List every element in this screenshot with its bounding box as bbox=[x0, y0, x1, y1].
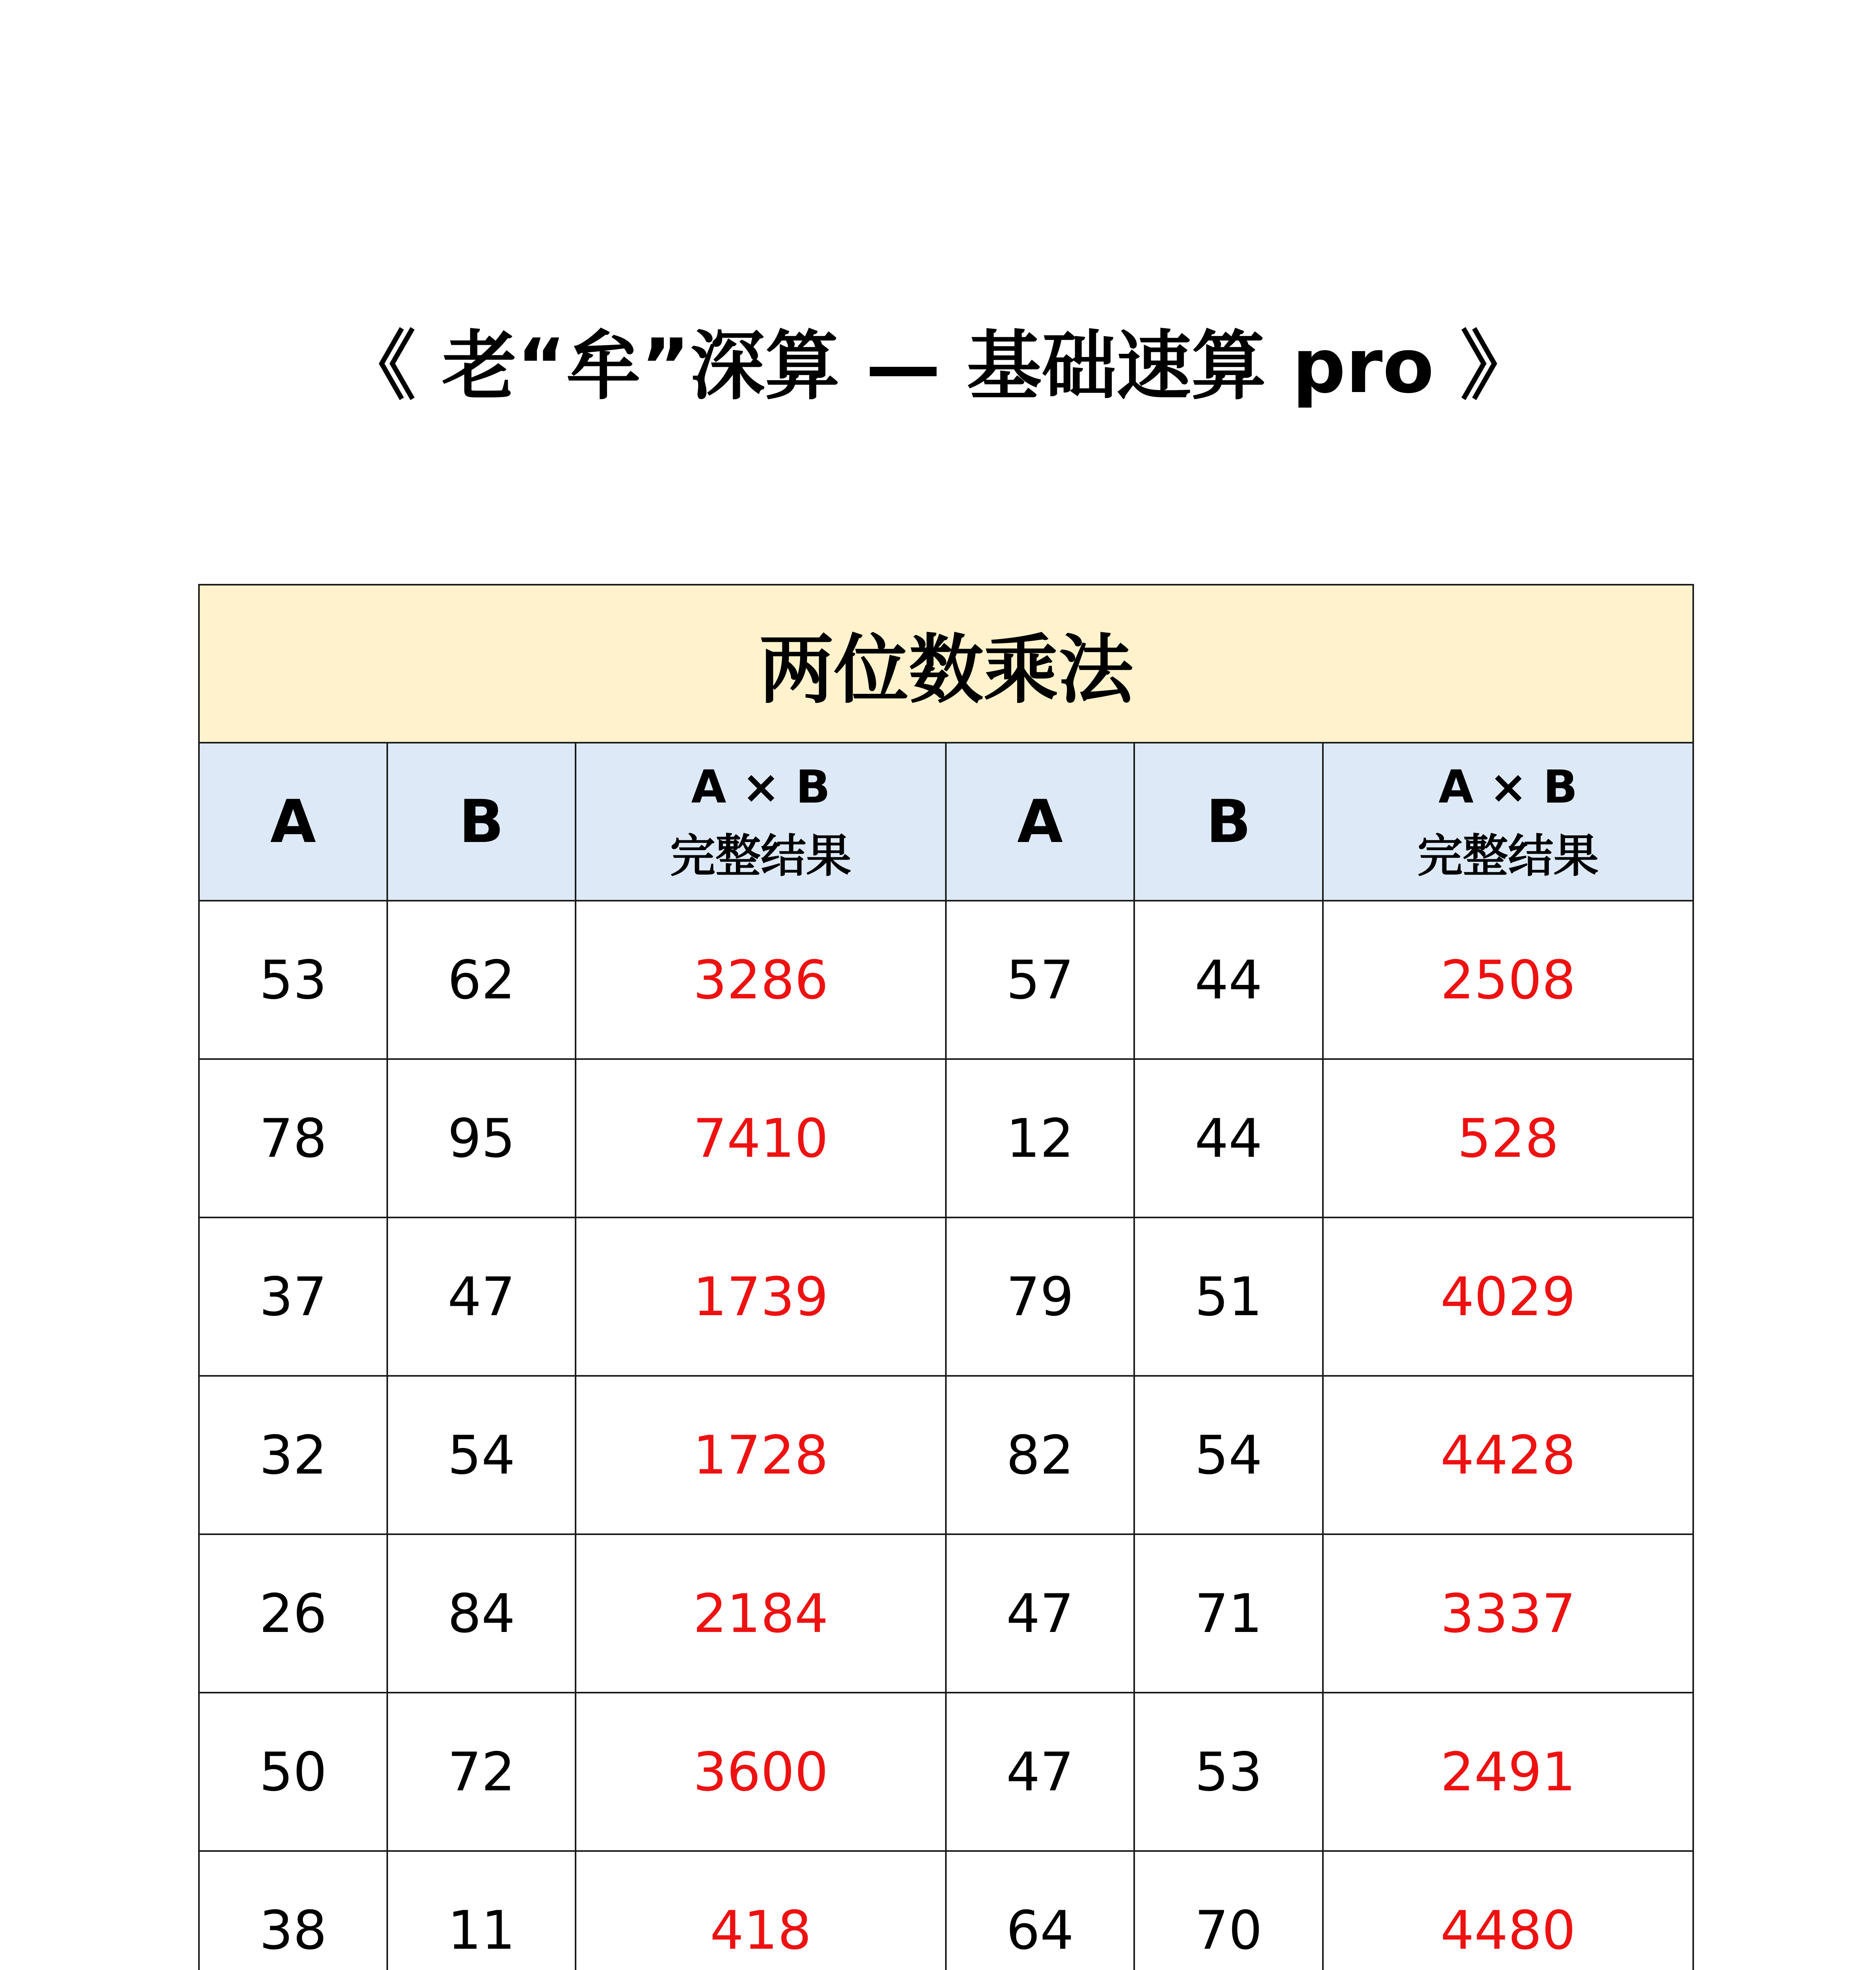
column-header-a: A bbox=[199, 743, 387, 901]
cell-product: 3286 bbox=[576, 901, 946, 1059]
cell-b: 51 bbox=[1134, 1217, 1323, 1376]
cell-a: 50 bbox=[199, 1693, 387, 1851]
table-row bbox=[199, 1851, 1693, 1970]
cell-product: 2508 bbox=[1323, 901, 1693, 1059]
cell-b: 54 bbox=[1134, 1376, 1323, 1534]
column-header-product bbox=[576, 743, 946, 901]
cell-b: 62 bbox=[387, 901, 576, 1059]
cell-a: 64 bbox=[946, 1851, 1134, 1970]
column-header-product-line1: A × B bbox=[1438, 760, 1578, 814]
cell-a: 57 bbox=[946, 901, 1134, 1059]
column-header-product bbox=[1323, 743, 1693, 901]
cell-product: 2184 bbox=[576, 1534, 946, 1693]
table-row bbox=[199, 1059, 1693, 1217]
cell-product: 4480 bbox=[1323, 1851, 1693, 1970]
cell-a: 79 bbox=[946, 1217, 1134, 1376]
cell-a: 47 bbox=[946, 1693, 1134, 1851]
cell-b: 72 bbox=[387, 1693, 576, 1851]
column-header-b: B bbox=[387, 743, 576, 901]
cell-product: 4029 bbox=[1323, 1217, 1693, 1376]
cell-a: 82 bbox=[946, 1376, 1134, 1534]
cell-product: 3600 bbox=[576, 1693, 946, 1851]
cell-b: 84 bbox=[387, 1534, 576, 1693]
table-row bbox=[199, 1534, 1693, 1693]
cell-a: 26 bbox=[199, 1534, 387, 1693]
cell-product: 3337 bbox=[1323, 1534, 1693, 1693]
cell-b: 44 bbox=[1134, 901, 1323, 1059]
cell-a: 47 bbox=[946, 1534, 1134, 1693]
table-row bbox=[199, 1693, 1693, 1851]
cell-a: 78 bbox=[199, 1059, 387, 1217]
cell-a: 12 bbox=[946, 1059, 1134, 1217]
cell-a: 53 bbox=[199, 901, 387, 1059]
cell-product: 418 bbox=[576, 1851, 946, 1970]
cell-product: 7410 bbox=[576, 1059, 946, 1217]
cell-product: 2491 bbox=[1323, 1693, 1693, 1851]
cell-a: 38 bbox=[199, 1851, 387, 1970]
table-row bbox=[199, 1376, 1693, 1534]
cell-product: 1728 bbox=[576, 1376, 946, 1534]
column-header-product-line2: 完整结果 bbox=[670, 829, 851, 883]
cell-product: 528 bbox=[1323, 1059, 1693, 1217]
cell-product: 4428 bbox=[1323, 1376, 1693, 1534]
header-row bbox=[199, 743, 1693, 901]
table-row bbox=[199, 1217, 1693, 1376]
cell-b: 95 bbox=[387, 1059, 576, 1217]
table-row bbox=[199, 901, 1693, 1059]
cell-b: 53 bbox=[1134, 1693, 1323, 1851]
cell-b: 47 bbox=[387, 1217, 576, 1376]
cell-b: 11 bbox=[387, 1851, 576, 1970]
table-banner: 两位数乘法 bbox=[199, 585, 1693, 743]
column-header-b: B bbox=[1134, 743, 1323, 901]
page-title: 《 老“牟”深算 — 基础速算 pro 》 bbox=[341, 323, 1535, 410]
cell-b: 44 bbox=[1134, 1059, 1323, 1217]
column-header-product-line1: A × B bbox=[691, 760, 830, 814]
column-header-a: A bbox=[946, 743, 1134, 901]
cell-a: 37 bbox=[199, 1217, 387, 1376]
cell-product: 1739 bbox=[576, 1217, 946, 1376]
cell-b: 54 bbox=[387, 1376, 576, 1534]
cell-a: 32 bbox=[199, 1376, 387, 1534]
column-header-product-line2: 完整结果 bbox=[1417, 829, 1599, 883]
cell-b: 71 bbox=[1134, 1534, 1323, 1693]
multiplication-table bbox=[198, 584, 1694, 1970]
cell-b: 70 bbox=[1134, 1851, 1323, 1970]
